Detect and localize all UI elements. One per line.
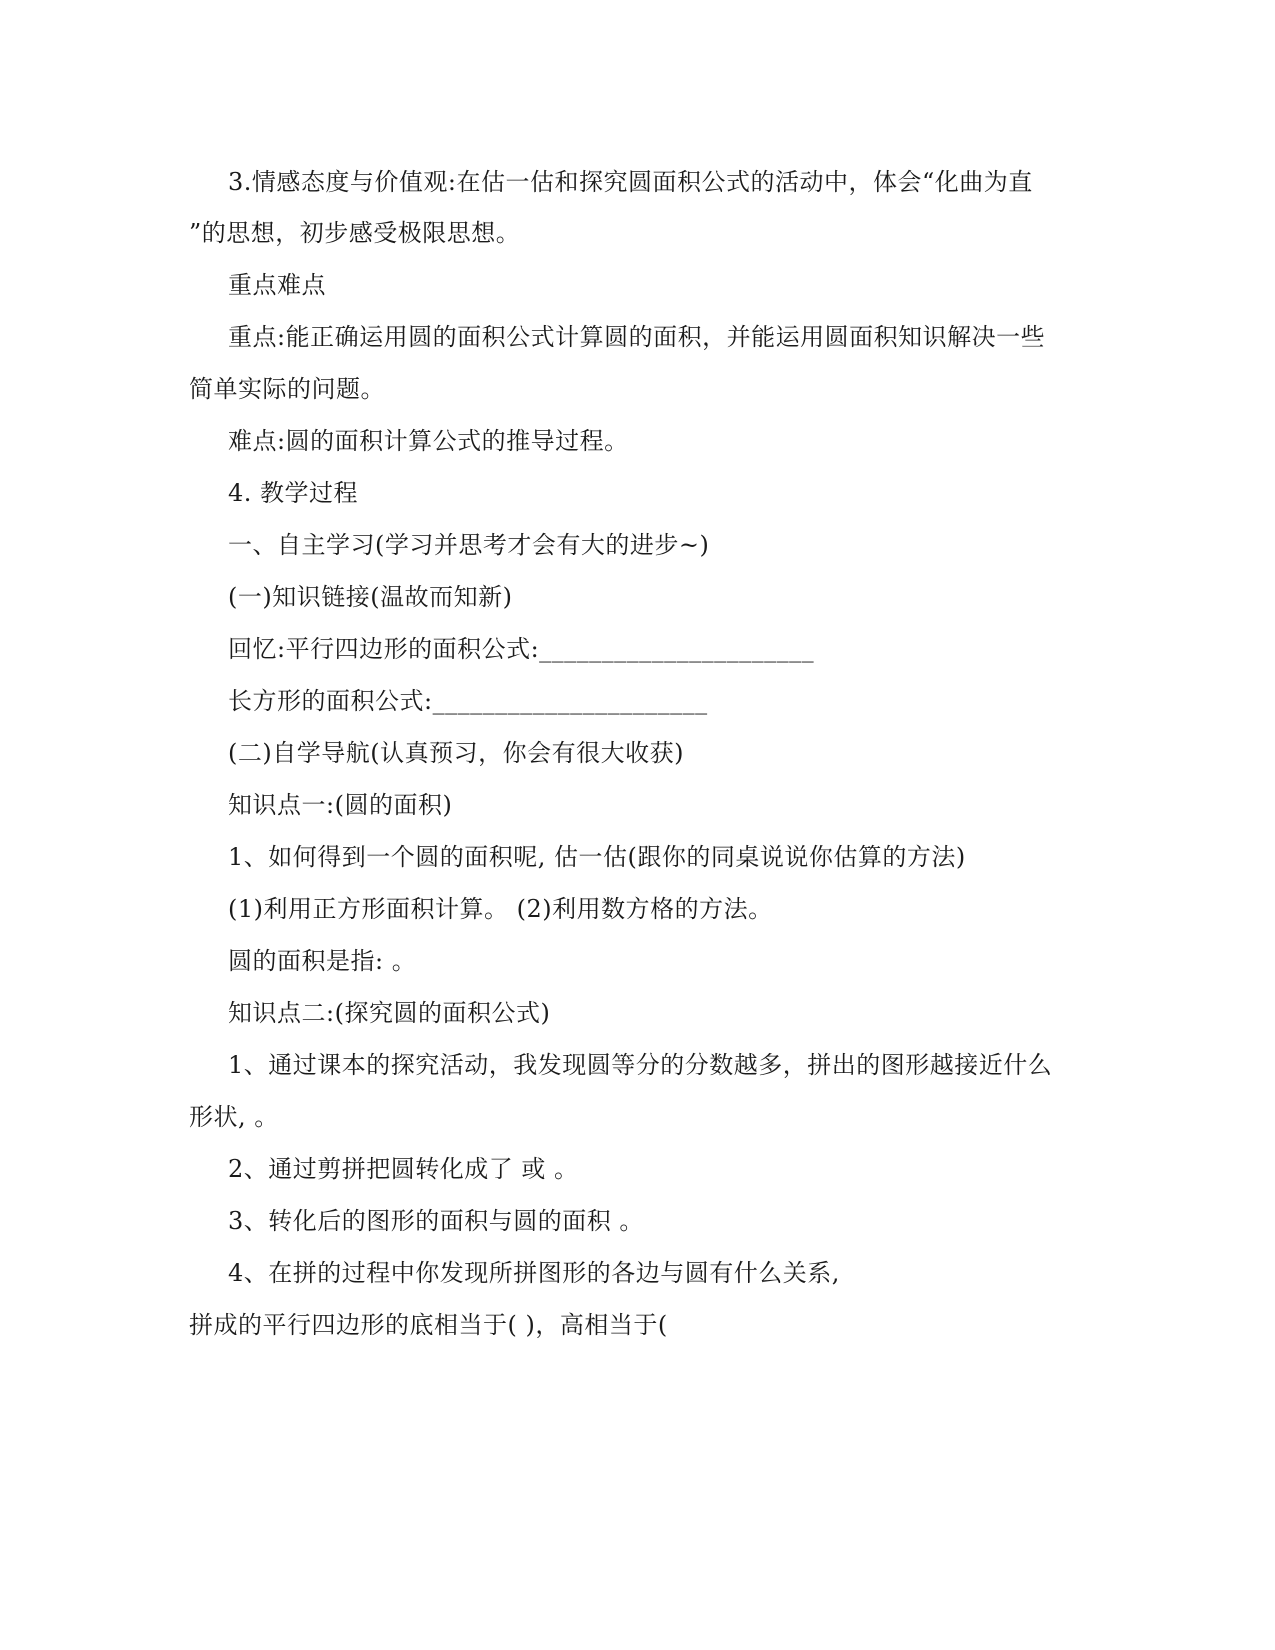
objective-3-continuation: ”的思想，初步感受极限思想。 — [189, 219, 521, 247]
question-1-explore: 1、通过课本的探究活动，我发现圆等分的分数越多，拼出的图形越接近什么 — [228, 1051, 1053, 1079]
difficult-point-line: 难点:圆的面积计算公式的推导过程。 — [228, 427, 629, 455]
question-4-continuation: 拼成的平行四边形的底相当于( )，高相当于( — [189, 1311, 668, 1339]
heading-key-difficult: 重点难点 — [228, 271, 326, 299]
recall-parallelogram-line: 回忆:平行四边形的面积公式:______________________ — [228, 635, 815, 663]
objective-3-line: 3.情感态度与价值观:在估一估和探究圆面积公式的活动中，体会“化曲为直 — [228, 168, 1033, 196]
question-3: 3、转化后的图形的面积与圆的面积 。 — [228, 1207, 644, 1235]
circle-area-definition: 圆的面积是指: 。 — [228, 947, 417, 975]
heading-teaching-process: 4. 教学过程 — [228, 479, 359, 507]
question-1-continuation: 形状, 。 — [189, 1103, 279, 1131]
subsection-self-guide: (二)自学导航(认真预习，你会有很大收获) — [228, 739, 684, 767]
key-point-continuation: 简单实际的问题。 — [189, 375, 385, 403]
rectangle-formula-line: 长方形的面积公式:______________________ — [228, 687, 708, 715]
question-2: 2、通过剪拼把圆转化成了 或 。 — [228, 1155, 579, 1183]
question-4: 4、在拼的过程中你发现所拼图形的各边与圆有什么关系, — [228, 1259, 840, 1287]
knowledge-point-2: 知识点二:(探究圆的面积公式) — [228, 999, 551, 1027]
knowledge-point-1: 知识点一:(圆的面积) — [228, 791, 453, 819]
methods-line: (1)利用正方形面积计算。 (2)利用数方格的方法。 — [228, 895, 773, 923]
subsection-knowledge-link: (一)知识链接(温故而知新) — [228, 583, 513, 611]
key-point-line: 重点:能正确运用圆的面积公式计算圆的面积，并能运用圆面积知识解决一些 — [228, 323, 1046, 351]
section-self-study: 一、自主学习(学习并思考才会有大的进步~) — [228, 531, 710, 559]
question-1-estimate: 1、如何得到一个圆的面积呢, 估一估(跟你的同桌说说你估算的方法) — [228, 843, 966, 871]
